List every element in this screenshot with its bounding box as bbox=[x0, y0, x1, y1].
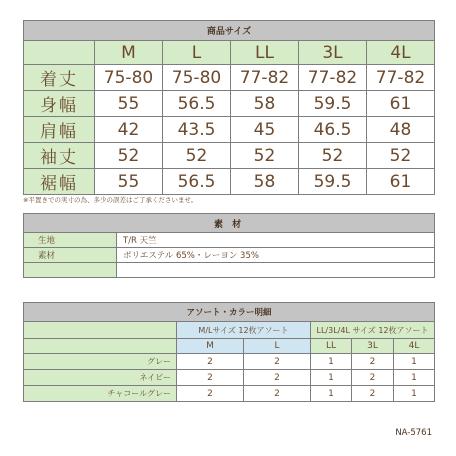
size-value: 52 bbox=[367, 143, 435, 169]
size-col-m: M bbox=[95, 41, 163, 65]
size-value: 59.5 bbox=[299, 169, 367, 195]
size-value: 77-82 bbox=[367, 65, 435, 91]
size-value: 75-80 bbox=[163, 65, 231, 91]
size-col-ll: LL bbox=[231, 41, 299, 65]
assortment-corner-2 bbox=[24, 339, 177, 354]
size-row-shoulder bbox=[24, 117, 435, 143]
size-row-body-width bbox=[24, 91, 435, 117]
size-value: 56.5 bbox=[163, 169, 231, 195]
material-value: ポリエステル 65%・レーヨン 35% bbox=[117, 248, 435, 263]
size-value: 58 bbox=[231, 169, 299, 195]
assort-count: 1 bbox=[311, 354, 352, 370]
assort-col-l: L bbox=[244, 339, 311, 354]
size-table-corner bbox=[24, 41, 95, 65]
assort-count: 1 bbox=[311, 386, 352, 402]
color-label: グレー bbox=[24, 354, 177, 370]
size-value: 52 bbox=[299, 143, 367, 169]
assort-col-4l: 4L bbox=[394, 339, 435, 354]
assort-count: 2 bbox=[352, 386, 394, 402]
size-value: 75-80 bbox=[95, 65, 163, 91]
assort-count: 1 bbox=[394, 370, 435, 386]
product-code: NA-5761 bbox=[395, 428, 432, 438]
color-label: ネイビー bbox=[24, 370, 177, 386]
assort-col-ll: LL bbox=[311, 339, 352, 354]
assort-count: 2 bbox=[244, 370, 311, 386]
assortment-corner bbox=[24, 322, 177, 339]
material-row-fabric bbox=[24, 233, 435, 248]
material-row-composition bbox=[24, 248, 435, 263]
size-value: 77-82 bbox=[231, 65, 299, 91]
material-value: T/R 天竺 bbox=[117, 233, 435, 248]
assort-count: 1 bbox=[311, 370, 352, 386]
assort-count: 2 bbox=[244, 386, 311, 402]
row-label: 身幅 bbox=[24, 91, 95, 117]
size-row-hem bbox=[24, 169, 435, 195]
assort-count: 2 bbox=[177, 354, 244, 370]
size-col-4l: 4L bbox=[367, 41, 435, 65]
size-value: 58 bbox=[231, 91, 299, 117]
size-value: 61 bbox=[367, 91, 435, 117]
row-label: 着丈 bbox=[24, 65, 95, 91]
size-value: 43.5 bbox=[163, 117, 231, 143]
material-table-title: 素 材 bbox=[24, 214, 435, 233]
assort-count: 1 bbox=[394, 386, 435, 402]
material-label: 素材 bbox=[24, 248, 117, 263]
assort-col-3l: 3L bbox=[352, 339, 394, 354]
color-label: チャコールグレー bbox=[24, 386, 177, 402]
material-label bbox=[24, 263, 117, 278]
size-col-3l: 3L bbox=[299, 41, 367, 65]
group-ll-header: LL/3L/4L サイズ 12枚アソート bbox=[311, 322, 435, 339]
assort-count: 2 bbox=[177, 370, 244, 386]
size-value: 77-82 bbox=[299, 65, 367, 91]
assort-count: 2 bbox=[352, 354, 394, 370]
size-row-length bbox=[24, 65, 435, 91]
size-table-title: 商品サイズ bbox=[24, 21, 435, 41]
size-value: 55 bbox=[95, 169, 163, 195]
size-value: 56.5 bbox=[163, 91, 231, 117]
assort-count: 1 bbox=[394, 354, 435, 370]
assort-col-m: M bbox=[177, 339, 244, 354]
size-value: 52 bbox=[163, 143, 231, 169]
row-label: 裾幅 bbox=[24, 169, 95, 195]
material-table bbox=[23, 213, 435, 278]
material-row-empty bbox=[24, 263, 435, 278]
size-row-sleeve bbox=[24, 143, 435, 169]
size-value: 46.5 bbox=[299, 117, 367, 143]
assortment-table bbox=[23, 302, 435, 402]
size-value: 52 bbox=[231, 143, 299, 169]
color-row-charcoal bbox=[24, 386, 435, 402]
row-label: 肩幅 bbox=[24, 117, 95, 143]
size-value: 61 bbox=[367, 169, 435, 195]
material-value bbox=[117, 263, 435, 278]
size-col-l: L bbox=[163, 41, 231, 65]
size-value: 42 bbox=[95, 117, 163, 143]
color-row-navy bbox=[24, 370, 435, 386]
assort-count: 2 bbox=[177, 386, 244, 402]
assortment-table-title: アソート・カラー明細 bbox=[24, 303, 435, 322]
assort-count: 2 bbox=[244, 354, 311, 370]
size-value: 59.5 bbox=[299, 91, 367, 117]
size-value: 48 bbox=[367, 117, 435, 143]
color-row-gray bbox=[24, 354, 435, 370]
measurement-note: ※平置きでの実寸の為、多少の誤差はご了承くださいませ。 bbox=[23, 196, 198, 204]
row-label: 袖丈 bbox=[24, 143, 95, 169]
size-value: 52 bbox=[95, 143, 163, 169]
group-ml-header: M/Lサイズ 12枚アソート bbox=[177, 322, 311, 339]
size-value: 55 bbox=[95, 91, 163, 117]
material-label: 生地 bbox=[24, 233, 117, 248]
size-table bbox=[23, 20, 435, 195]
assort-count: 2 bbox=[352, 370, 394, 386]
size-value: 45 bbox=[231, 117, 299, 143]
